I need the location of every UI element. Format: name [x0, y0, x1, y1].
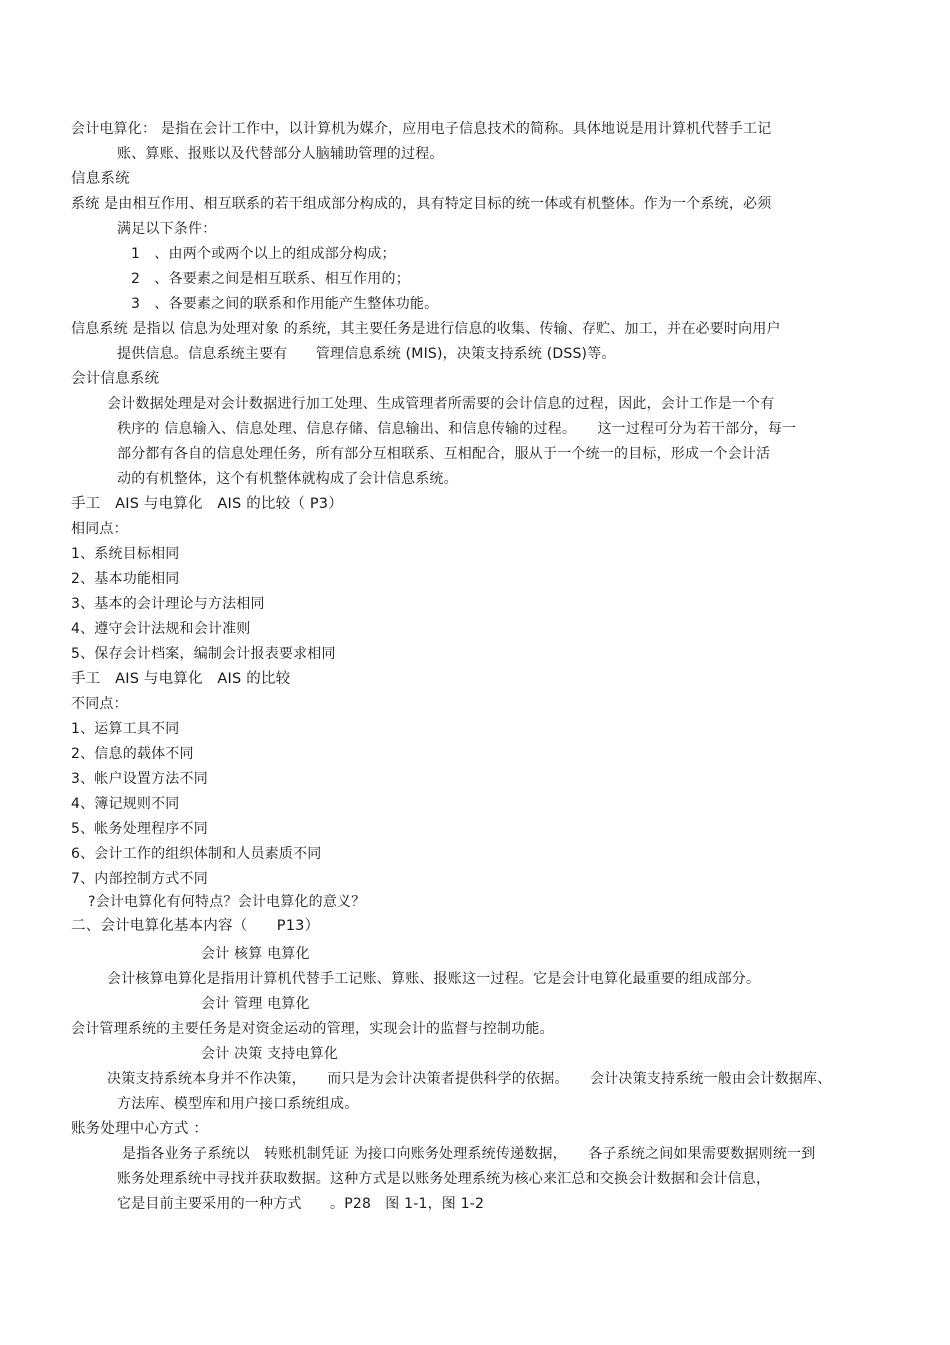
list-item: 2 、各要素之间是相互联系、相互作用的； — [131, 271, 410, 287]
list-item: 1、运算工具不同 — [71, 721, 180, 737]
list-item: 3 、各要素之间的联系和作用能产生整体功能。 — [131, 296, 439, 312]
paragraph-line: 会计管理系统的主要任务是对资金运动的管理，实现会计的监督与控制功能。 — [71, 1021, 554, 1037]
subheading: 会计 管理 电算化 — [201, 996, 310, 1012]
paragraph-line: 信息系统 是指以 信息为处理对象 的系统，其主要任务是进行信息的收集、传输、存贮、加工，并在必要时向用户 — [71, 321, 781, 337]
list-item: 1 、由两个或两个以上的组成部分构成； — [131, 246, 396, 262]
subheading: 相同点： — [71, 521, 128, 537]
paragraph-line: 秩序的 信息输入、信息处理、信息存储、信息输出、和信息传输的过程。 这一过程可分为若干部分，每一 — [117, 421, 797, 437]
paragraph-line: 提供信息。信息系统主要有 管理信息系统 (MIS)，决策支持系统 (DSS)等。 — [117, 346, 616, 362]
paragraph-line: 是指各业务子系统以 转账机制凭证 为接口向账务处理系统传递数据， 各子系统之间如果需要数据则统一到 — [122, 1146, 816, 1162]
subheading: 会计 核算 电算化 — [201, 946, 310, 962]
list-item: 1、系统目标相同 — [71, 546, 180, 562]
list-item: 3、基本的会计理论与方法相同 — [71, 596, 265, 612]
paragraph-line: 方法库、模型库和用户接口系统组成。 — [117, 1096, 359, 1112]
section-heading: 手工 AIS 与电算化 AIS 的比较 — [71, 671, 291, 687]
paragraph-line: 会计核算电算化是指用计算机代替手工记账、算账、报账这一过程。它是会计电算化最重要的组成部分。 — [107, 971, 761, 987]
paragraph-line: 会计电算化： 是指在会计工作中，以计算机为媒介，应用电子信息技术的简称。具体地说是用计算机代替手工记 — [71, 121, 772, 137]
paragraph-line: 满足以下条件： — [117, 221, 217, 237]
subheading: 会计 决策 支持电算化 — [201, 1046, 339, 1062]
section-heading: 账务处理中心方式 ： — [71, 1121, 209, 1137]
list-item: 2、信息的载体不同 — [71, 746, 194, 762]
paragraph-line: 账务处理系统中寻找并获取数据。这种方式是以账务处理系统为核心来汇总和交换会计数据和会计信息， — [117, 1171, 771, 1187]
section-heading: 会计信息系统 — [71, 371, 160, 387]
paragraph-line: 决策支持系统本身并不作决策， 而只是为会计决策者提供科学的依据。 会计决策支持系统一般由会计数据库、 — [107, 1071, 832, 1087]
section-heading: 二、会计电算化基本内容（ P13） — [71, 918, 320, 934]
subheading: 不同点： — [71, 696, 128, 712]
list-item: 7、内部控制方式不同 — [71, 871, 208, 887]
paragraph-line: 会计数据处理是对会计数据进行加工处理、生成管理者所需要的会计信息的过程，因此，会计工作是一个有 — [107, 396, 775, 412]
paragraph-line: 部分都有各自的信息处理任务，所有部分互相联系、互相配合，服从于一个统一的目标，形成一个会计活 — [117, 446, 771, 462]
list-item: 3、帐户设置方法不同 — [71, 771, 208, 787]
list-item: 5、帐务处理程序不同 — [71, 821, 208, 837]
list-item: 2、基本功能相同 — [71, 571, 180, 587]
list-item: 4、遵守会计法规和会计准则 — [71, 621, 251, 637]
list-item: 5、保存会计档案，编制会计报表要求相同 — [71, 646, 336, 662]
paragraph-line: 系统 是由相互作用、相互联系的若干组成部分构成的，具有特定目标的统一体或有机整体。作为一个系统，必须 — [71, 196, 772, 212]
paragraph-line: 它是目前主要采用的一种方式 。P28 图 1-1，图 1-2 — [117, 1196, 485, 1212]
paragraph-line: 账、算账、报账以及代替部分人脑辅助管理的过程。 — [117, 146, 444, 162]
section-heading: 手工 AIS 与电算化 AIS 的比较（ P3） — [71, 496, 343, 512]
list-item: 4、簿记规则不同 — [71, 796, 180, 812]
question-line: ?会计电算化有何特点？会计电算化的意义？ — [88, 894, 366, 910]
section-heading: 信息系统 — [71, 171, 130, 187]
paragraph-line: 动的有机整体，这个有机整体就构成了会计信息系统。 — [117, 471, 458, 487]
list-item: 6、会计工作的组织体制和人员素质不同 — [71, 846, 322, 862]
